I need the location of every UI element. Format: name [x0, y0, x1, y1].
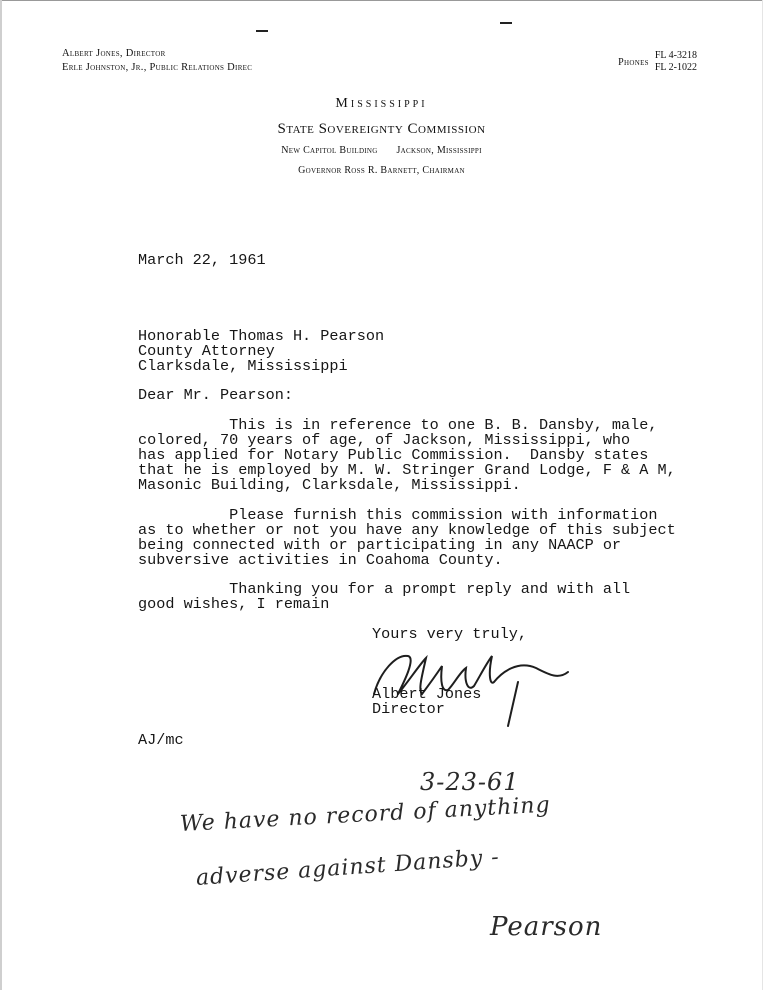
body-paragraph-2: Please furnish this commission with information as to whether or not you have any knowledge of this subject being connected with or participating in any NAACP or subversive activities in Coahoma County.	[138, 506, 676, 569]
page-top-edge	[0, 0, 763, 5]
letter-date: March 22, 1961	[138, 251, 266, 269]
ink-speck	[256, 30, 268, 32]
pr-line: Erle Johnston, Jr., Public Relations Direc	[62, 62, 253, 73]
city-name: Jackson, Mississippi	[396, 145, 482, 156]
phone-number-1: FL 4-3218	[654, 50, 697, 61]
letterhead-address	[0, 145, 763, 156]
ink-speck	[500, 22, 512, 24]
letterhead-staff	[62, 47, 252, 75]
building-name: New Capitol Building	[281, 145, 378, 156]
letterhead-commission: State Sovereignty Commission	[277, 121, 486, 137]
body-paragraph-1: This is in reference to one B. B. Dansby, male, colored, 70 years of age, of Jackson, Mississippi, who has applied for Notary Public Commission. Dansby states that he is employed by M. W. Stringer Grand Lodge, F & A M, Masonic Building, Clarksdale, Mississippi.	[138, 416, 676, 494]
body-paragraph-3: Thanking you for a prompt reply and with all good wishes, I remain	[138, 580, 631, 613]
phones-label: Phones	[618, 56, 649, 68]
reference-initials: AJ/mc	[138, 731, 184, 749]
salutation: Dear Mr. Pearson:	[138, 386, 293, 404]
handwritten-note-line-2: adverse against Dansby -	[195, 844, 501, 891]
signer-name-title: Albert Jones Director	[372, 685, 482, 718]
director-line: Albert Jones, Director	[62, 48, 166, 59]
complimentary-closing: Yours very truly,	[372, 625, 527, 643]
inside-address: Honorable Thomas H. Pearson County Attorney Clarksdale, Mississippi	[138, 327, 385, 375]
phone-number-2: FL 2-1022	[654, 62, 697, 73]
handwritten-date: 3-23-61	[420, 768, 520, 796]
letterhead-governor: Governor Ross R. Barnett, Chairman	[298, 165, 465, 176]
handwritten-note-line-1: We have no record of anything	[179, 792, 552, 837]
handwritten-reply-signature: Pearson	[490, 912, 603, 942]
letterhead-state: Mississippi	[335, 96, 428, 111]
letterhead-phones	[618, 50, 697, 74]
